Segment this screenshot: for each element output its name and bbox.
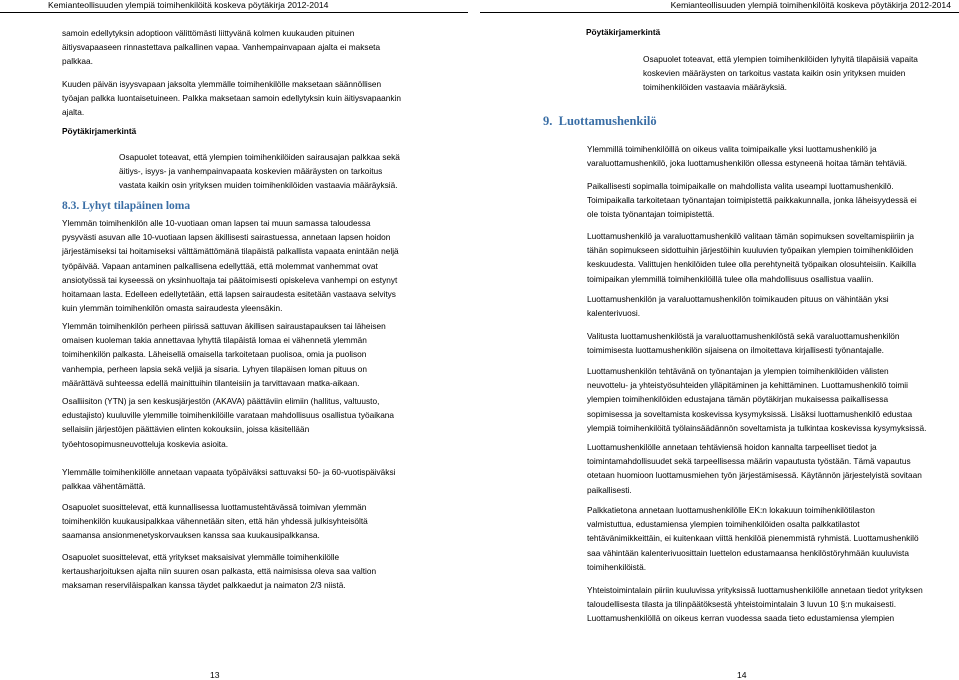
text-line: paikallisesti.	[587, 484, 632, 495]
paragraph	[62, 319, 386, 390]
text-line: työajan palkka luontaisetuineen. Palkka maksetaan samoin edellytyksin kuin äitiysvapaankin	[62, 93, 401, 104]
paragraph	[587, 142, 907, 170]
text-line: otetaan huomioon luottamusmiehen työn järjestämisessä. Käytännön järjestelyistä sovitaan	[587, 470, 922, 481]
text-line: palkkaa.	[62, 56, 93, 67]
text-line: toimihenkilöiden vastaavia määräyksiä.	[643, 82, 787, 93]
text-line: toimihenkilön kuukausipalkkaa vähennetään siten, että hän yhdessä julkisyhteisöltä	[62, 516, 368, 527]
paragraph	[587, 292, 889, 320]
text-line: neuvottelu- ja yhteistyösuhteiden ylläpitäminen ja kehittäminen. Luottamushenkilö toimii	[587, 380, 908, 391]
text-line: järjestämiseksi tai hoitamiseksi välttämättömänä tilapäistä palkallista vapaata enintään neljä	[62, 246, 399, 257]
paragraph	[587, 503, 919, 574]
text-line: ajalta.	[62, 107, 85, 118]
text-line: Luottamushenkilön tehtävänä on työnantajan ja ylempien toimihenkilöiden välisten	[587, 366, 889, 376]
paragraph	[587, 329, 900, 357]
text-line: toimipaikan ylemmillä toimihenkilöillä tulee olla mahdollisuus osallistua vaaliin.	[587, 273, 874, 284]
page-number: 14	[737, 670, 747, 680]
text-line: äitiys-, isyys- ja vanhempainvapaata koskevien määräysten on tarkoitus	[119, 166, 383, 177]
paragraph	[587, 229, 916, 286]
text-line: varaluottamushenkilö, joka luottamushenkilön ollessa estyneenä hoitaa tämän tehtäviä.	[587, 158, 908, 169]
page-header: Kemianteollisuuden ylempiä toimihenkilöitä koskeva pöytäkirja 2012-2014	[48, 0, 329, 10]
text-line: Valitusta luottamushenkilöstä ja varaluottamushenkilöstä sekä varaluottamushenkilön	[587, 331, 900, 341]
left-page	[0, 0, 479, 678]
text-line: Ylemmillä toimihenkilöillä on oikeus valita toimipaikalle yksi luottamushenkilö ja	[587, 144, 877, 154]
text-line: hoitamaan lasta. Edelleen edellytetään, että lapsen sairaudesta esitetään vastaava selvitys	[62, 289, 396, 300]
text-line: ylempiä toimihenkilöitä työlainsäädännön soveltamista ja tulkintaa koskevissa kysymyksissä.	[587, 422, 927, 433]
text-line: Palkkatietona annetaan luottamushenkilölle EK:n lokakuun toimihenkilötilaston	[587, 505, 875, 515]
paragraph	[587, 440, 922, 497]
text-line: Toimipaikalla tarkoitetaan työnantajan toimipistettä paikkakunnalla, jonka läheisyydessä ei	[587, 195, 917, 206]
text-line: ylempien toimihenkilöiden edustajana tämän pöytäkirjan mukaisessa paikallisessa	[587, 394, 889, 405]
text-line: samoin edellytyksin adoptioon välittömästi liittyvänä kolmen kuukauden pituinen	[62, 28, 355, 38]
text-line: omaisen kuoleman takia annettavaa lyhyttä tilapäistä lomaa ei vähennetä ylemmän	[62, 335, 367, 346]
paragraph	[62, 500, 368, 543]
minutes-text	[119, 150, 400, 193]
paragraph	[62, 465, 395, 493]
text-line: sellaisiin järjestöjen päättävien elinten kokouksiin, joissa käsitellään	[62, 424, 310, 435]
paragraph	[587, 364, 926, 435]
text-line: Luottamushenkilön ja varaluottamushenkilön toimikauden pituus on vähintään yksi	[587, 294, 889, 304]
text-line: koskevien määräysten on tarkoitus vastata kaikin osin yrityksen muiden	[643, 68, 906, 79]
text-line: pysyvästi asuvan alle 10-vuotiaan lapsen äkillisesti sairastuessa, annetaan lapsen hoidon	[62, 232, 391, 243]
text-line: Luottamushenkilölle annetaan tehtäviensä hoidon kannalta tarpeelliset tiedot ja	[587, 442, 877, 452]
minutes-label: Pöytäkirjamerkintä	[62, 126, 137, 136]
text-line: Yhteistoimintalain piiriin kuuluvissa yrityksissä luottamushenkilölle annetaan tiedot yrityksen	[587, 585, 923, 595]
text-line: työehtosopimusneuvotteluja koskevia asioita.	[62, 438, 229, 449]
text-line: toimimisesta luottamushenkilön sijaisena on ilmoitettava kirjallisesti työnantajalle.	[587, 345, 884, 356]
text-line: Osapuolet suosittelevat, että kunnallisessa luottamustehtävässä toimivan ylemmän	[62, 502, 367, 512]
text-line: saa vähintään kalenterivuosittain luettelon edustamaansa henkilöstöryhmään kuuluvista	[587, 547, 909, 558]
text-line: keskuudesta. Valittujen henkilöiden tulee olla perehtyneitä työpaikan olosuhteisiin. Kaikilla	[587, 259, 917, 270]
text-line: kertausharjoituksen ajalta niin suuren osan palkasta, että naimisissa oleva saa valtion	[62, 566, 377, 577]
minutes-label: Pöytäkirjamerkintä	[586, 27, 661, 37]
header-rule	[0, 12, 468, 13]
text-line: Ylemmälle toimihenkilölle annetaan vapaata työpäiväksi sattuvaksi 50- ja 60-vuotispäiväksi	[62, 467, 396, 477]
paragraph	[62, 394, 394, 451]
text-line: taloudellisesta tilasta ja tilinpäätöksestä yhteistoimintalain 3 luvun 10 §:n mukaisesti.	[587, 599, 896, 610]
text-line: kalenterivuosi.	[587, 308, 641, 319]
text-line: äitiysvapaaseen rinnastettava palkallinen vapaa. Vanhempainvapaan ajalta ei makseta	[62, 42, 381, 53]
text-line: Luottamushenkilöllä on oikeus kerran vuodessa saada tieto edustamiensa ylempien	[587, 613, 895, 624]
text-line: palkkaa vähentämättä.	[62, 481, 146, 492]
text-line: Paikallisesti sopimalla toimipaikalle on mahdollista valita useampi luottamushenkilö.	[587, 181, 894, 191]
text-line: Osapuolet suosittelevat, että yritykset maksaisivat ylemmälle toimihenkilölle	[62, 552, 340, 562]
paragraph	[587, 583, 923, 626]
paragraph	[62, 77, 401, 120]
text-line: tähän sopimukseen sidottuihin järjestöihin kuuluvien työpaikan ylempien toimihenkilöiden	[587, 245, 914, 256]
minutes-text	[643, 52, 918, 95]
header-rule	[480, 12, 959, 13]
text-line: määrättävä suhteessa edellä mainittuihin tilanteisiin ja tarvittavaan matka-aikaan.	[62, 377, 360, 388]
text-line: Luottamushenkilö ja varaluottamushenkilö valitaan tämän sopimuksen soveltamispiiriin ja	[587, 231, 914, 241]
text-line: valmistuttua, edustamiensa ylempien toimihenkilöiden osalta palkkatilastot	[587, 519, 860, 530]
page-number: 13	[210, 670, 220, 680]
text-line: Kuuden päivän isyysvapaan jaksolta ylemmälle toimihenkilölle maksetaan säännöllisen	[62, 79, 382, 89]
text-line: ole toista työnantajan toimipistettä.	[587, 209, 715, 220]
right-page	[480, 0, 959, 678]
text-line: maksaman reserviläispalkan kanssa täydet palkkaedut ja naimaton 2/3 niistä.	[62, 580, 346, 591]
text-line: Ylemmän toimihenkilön perheen piirissä sattuvan äkillisen sairaustapauksen tai läheisen	[62, 321, 386, 331]
paragraph	[62, 550, 376, 593]
text-line: toimihenkilön palkasta. Läheisellä omaisella tarkoitetaan puolisoa, omia ja puolison	[62, 349, 367, 360]
page-header: Kemianteollisuuden ylempiä toimihenkilöitä koskeva pöytäkirja 2012-2014	[670, 0, 951, 10]
paragraph	[62, 26, 380, 69]
text-line: ansiotyössä tai kyseessä on yksinhuoltaja tai päätoimisesti opiskeleva vanhempi on estynyt	[62, 274, 398, 285]
text-line: työpäivää. Vapaan antaminen palkallisena edellyttää, että molemmat vanhemmat ovat	[62, 260, 378, 271]
paragraph	[62, 216, 399, 315]
section-heading: 8.3. Lyhyt tilapäinen loma	[62, 200, 191, 212]
text-line: vanhempia, perheen lapsia sekä veljiä ja sisaria. Lyhyen tilapäisen loman pituus on	[62, 363, 368, 374]
text-line: tehtävänimikkeittäin, ei kuitenkaan viittä henkilöä pienemmistä ryhmistä. Luottamushenkilö	[587, 533, 919, 544]
text-line: sopimisessa ja soveltamista koskevissa kysymyksissä. Lisäksi luottamushenkilö edustaa	[587, 408, 913, 419]
text-line: Osalliisiton (YTN) ja sen keskusjärjestön (AKAVA) päättäviin elimiin (hallitus, valtuusto,	[62, 396, 380, 406]
paragraph	[587, 179, 917, 222]
text-line: kuin ylemmän toimihenkilön omasta sairaudesta yleensäkin.	[62, 303, 283, 314]
text-line: saamansa ansionmenetyskorvauksen kanssa saa kuukausipalkkansa.	[62, 530, 320, 541]
section-heading: 9. Luottamushenkilö	[543, 114, 657, 128]
text-line: edustajisto) kuuluville ylemmille toimihenkilöille varataan mahdollisuus osallistua työaikana	[62, 410, 395, 421]
text-line: Osapuolet toteavat, että ylempien toimihenkilöiden sairausajan palkkaa sekä	[119, 152, 400, 162]
text-line: Ylemmän toimihenkilön alle 10-vuotiaan oman lapsen tai muun samassa taloudessa	[62, 218, 371, 228]
text-line: Osapuolet toteavat, että ylempien toimihenkilöiden lyhyitä tilapäisiä vapaita	[643, 54, 918, 64]
text-line: toimintamahdollisuudet sekä tarpeellisessa määrin vapautusta työstään. Tämä vapautus	[587, 456, 911, 467]
text-line: vastata kaikin osin yrityksen muiden toimihenkilöiden vastaavia määräyksiä.	[119, 180, 398, 191]
text-line: toimihenkilöistä.	[587, 561, 647, 572]
